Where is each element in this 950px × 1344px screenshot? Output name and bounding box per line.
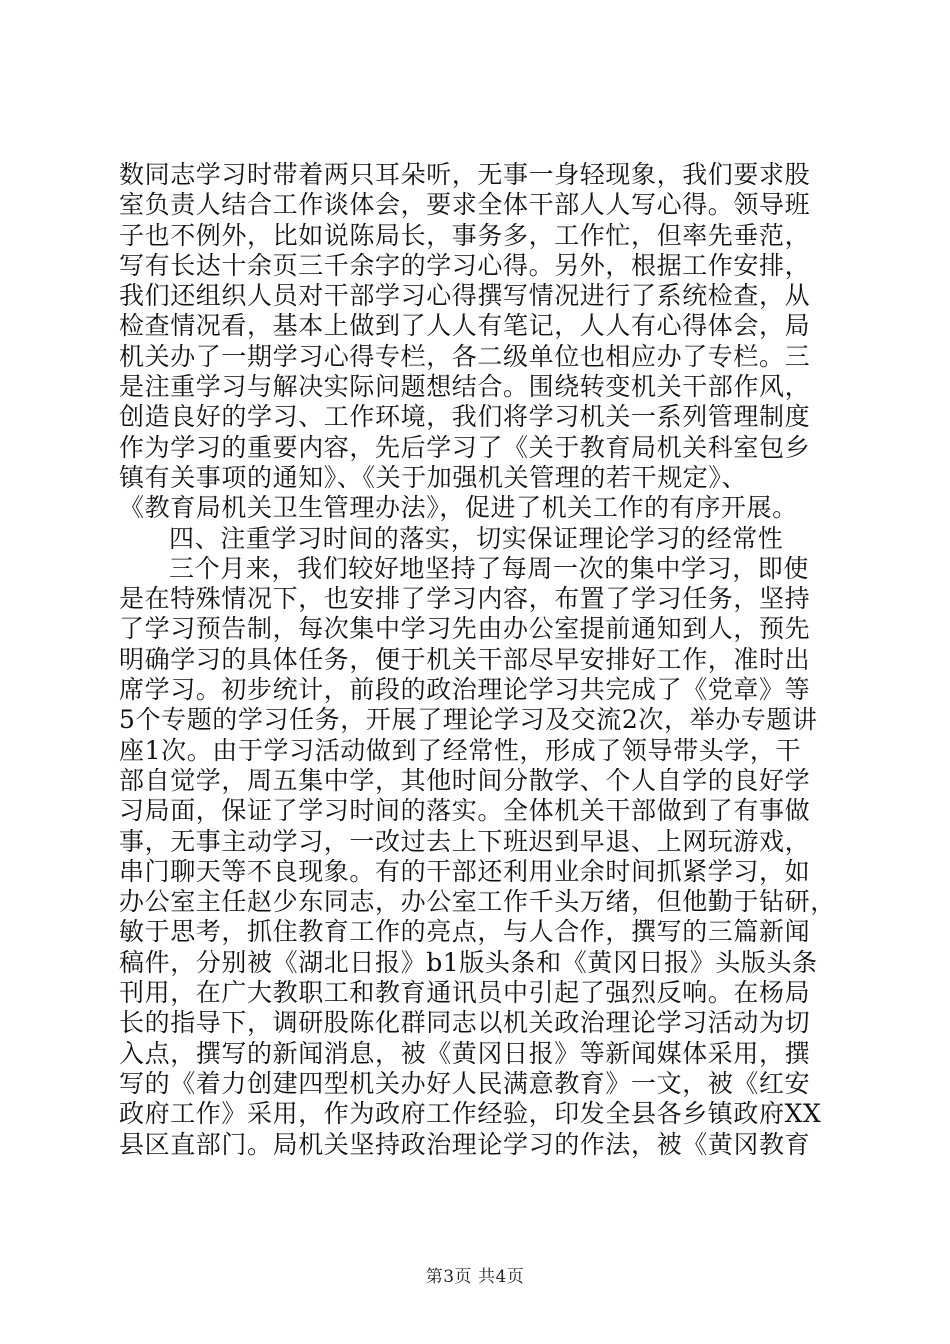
text-line: 5个专题的学习任务，开展了理论学习及交流2次，举办专题讲 bbox=[119, 705, 818, 735]
text-line: 《教育局机关卫生管理办法》，促进了机关工作的有序开展。 bbox=[119, 493, 798, 523]
text-line: 办公室主任赵少东同志，办公室工作千头万绪，但他勤于钻研， bbox=[119, 887, 836, 917]
text-line: 长的指导下，调研股陈化群同志以机关政治理论学习活动为切 bbox=[119, 1008, 811, 1038]
text-line: 明确学习的具体任务，便于机关干部尽早安排好工作，准时出 bbox=[119, 644, 811, 674]
text-line: 室负责人结合工作谈体会，要求全体干部人人写心得。领导班 bbox=[119, 190, 811, 220]
section-heading: 四、注重学习时间的落实，切实保证理论学习的经常性 bbox=[169, 523, 784, 553]
text-line: 我们还组织人员对干部学习心得撰写情况进行了系统检查，从 bbox=[119, 281, 811, 311]
text-line: 县区直部门。局机关坚持政治理论学习的作法，被《黄冈教育 bbox=[119, 1129, 811, 1159]
text-line: 入点，撰写的新闻消息，被《黄冈日报》等新闻媒体采用，撰 bbox=[119, 1038, 811, 1068]
text-line: 政府工作》采用，作为政府工作经验，印发全县各乡镇政府XX bbox=[119, 1099, 822, 1129]
text-line: 了学习预告制，每次集中学习先由办公室提前通知到人，预先 bbox=[119, 614, 811, 644]
text-line: 创造良好的学习、工作环境，我们将学习机关一系列管理制度 bbox=[119, 402, 811, 432]
text-line: 子也不例外，比如说陈局长，事务多，工作忙，但率先垂范， bbox=[119, 220, 811, 250]
text-line: 数同志学习时带着两只耳朵听，无事一身轻现象，我们要求股 bbox=[119, 160, 811, 189]
text-line: 是在特殊情况下，也安排了学习内容，布置了学习任务，坚持 bbox=[119, 584, 811, 614]
text-line: 镇有关事项的通知》、《关于加强机关管理的若干规定》、 bbox=[119, 462, 748, 492]
text-line: 座1次。由于学习活动做到了经常性，形成了领导带头学，干 bbox=[119, 735, 802, 765]
page-number-footer: 第3页 共4页 bbox=[425, 1267, 525, 1287]
text-line: 作为学习的重要内容，先后学习了《关于教育局机关科室包乡 bbox=[119, 432, 811, 462]
text-line: 习局面，保证了学习时间的落实。全体机关干部做到了有事做 bbox=[119, 796, 811, 826]
text-line: 是注重学习与解决实际问题想结合。围绕转变机关干部作风， bbox=[119, 372, 811, 402]
text-line: 敏于思考，抓住教育工作的亮点，与人合作，撰写的三篇新闻 bbox=[119, 917, 811, 947]
text-line: 写的《着力创建四型机关办好人民满意教育》一文，被《红安 bbox=[119, 1068, 811, 1098]
document-body bbox=[119, 160, 839, 1160]
text-line: 串门聊天等不良现象。有的干部还利用业余时间抓紧学习，如 bbox=[119, 856, 811, 886]
text-line: 稿件，分别被《湖北日报》b1版头条和《黄冈日报》头版头条 bbox=[119, 947, 818, 977]
text-line: 席学习。初步统计，前段的政治理论学习共完成了《党章》等 bbox=[119, 675, 811, 705]
paragraph-start-line: 三个月来，我们较好地坚持了每周一次的集中学习，即使 bbox=[169, 553, 810, 583]
text-line: 检查情况看，基本上做到了人人有笔记，人人有心得体会，局 bbox=[119, 311, 811, 341]
text-line: 写有长达十余页三千余字的学习心得。另外，根据工作安排， bbox=[119, 250, 811, 280]
text-line: 事，无事主动学习，一改过去上下班迟到早退、上网玩游戏， bbox=[119, 826, 811, 856]
text-line: 机关办了一期学习心得专栏，各二级单位也相应办了专栏。三 bbox=[119, 341, 811, 371]
text-line: 部自觉学，周五集中学，其他时间分散学、个人自学的良好学 bbox=[119, 765, 811, 795]
text-line: 刊用，在广大教职工和教育通讯员中引起了强烈反响。在杨局 bbox=[119, 978, 811, 1008]
